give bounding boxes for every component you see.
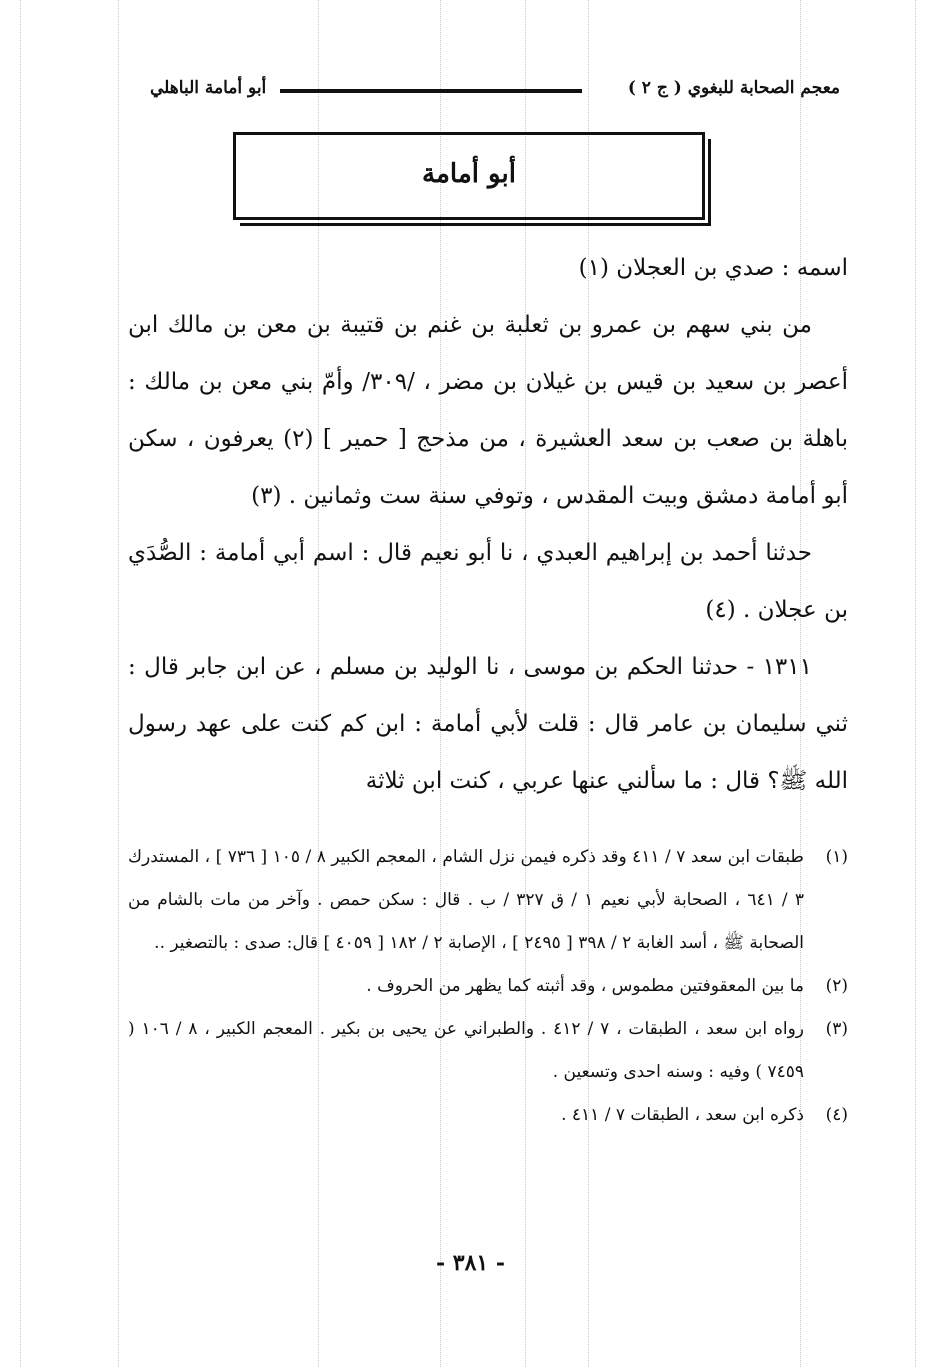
- footnote: [128, 965, 848, 1008]
- footnote-text: ذكره ابن سعد ، الطبقات ٧ / ٤١١ .: [561, 1105, 804, 1125]
- header-section-title: أبو أمامة الباهلي: [150, 78, 267, 98]
- footnote-text: رواه ابن سعد ، الطبقات ، ٧ / ٤١٢ . والطبراني عن يحيى بن بكير . المعجم الكبير ، ٨ / ١٠٦ ( ٧٤٥٩ ) وفيه : وسنه احدى وتسعين .: [128, 1019, 804, 1082]
- header-rule: [280, 89, 582, 93]
- footnote-number: (٢): [825, 976, 848, 996]
- scan-dotted-line: [915, 0, 916, 1367]
- section-title: أبو أمامة: [422, 159, 516, 189]
- paragraph-name: اسمه : صدي بن العجلان (١): [578, 255, 848, 281]
- footnote-number: (٣): [825, 1019, 848, 1039]
- paragraph-narration: حدثنا أحمد بن إبراهيم العبدي ، نا أبو نعيم قال : اسم أبي أمامة : الصُّدَي بن عجلان . (٤): [128, 540, 848, 623]
- main-text: [128, 240, 848, 810]
- running-header: [120, 78, 840, 104]
- scan-dotted-line: [118, 0, 119, 1367]
- footnote-text: ما بين المعقوفتين مطموس ، وقد أثبته كما يظهر من الحروف .: [366, 976, 804, 996]
- paragraph-lineage: من بني سهم بن عمرو بن ثعلبة بن غنم بن قتيبة بن معن بن مالك ابن أعصر بن سعيد بن قيس بن غيلان بن مضر ، /٣٠٩/ وأمّ بني معن بن مالك : باهلة بن صعب بن سعد العشيرة ، من مذحج [ حمير ] (٢) يعرفون ، سكن أبو أمامة دمشق وبيت المقدس ، وتوفي سنة ست وثمانين . (٣): [128, 312, 849, 509]
- header-book-title: معجم الصحابة للبغوي ( ج ٢ ): [627, 78, 840, 98]
- footnote: [128, 1008, 848, 1094]
- scan-dotted-line: [20, 0, 21, 1367]
- footnote-number: (٤): [825, 1105, 848, 1125]
- footnote-text: طبقات ابن سعد ٧ / ٤١١ وقد ذكره فيمن نزل الشام ، المعجم الكبير ٨ / ١٠٥ [ ٧٣٦ ] ، المستدرك ٣ / ٦٤١ ، الصحابة لأبي نعيم ١ / ق ٣٢٧ / ب . قال : سكن حمص . وآخر من مات بالشام من الصحابة ﷺ ، أسد الغابة ٢ / ٣٩٨ [ ٢٤٩٥ ] ، الإصابة ٢ / ١٨٢ [ ٤٠٥٩ ] قال: صدى : بالتصغير ..: [128, 847, 804, 953]
- page-number: - ٣٨١ -: [435, 1250, 506, 1276]
- footnote: [128, 1094, 848, 1137]
- paragraph-hadith-1311: ١٣١١ - حدثنا الحكم بن موسى ، نا الوليد بن مسلم ، عن ابن جابر قال : ثني سليمان بن عامر قال : قلت لأبي أمامة : ابن كم كنت على عهد رسول الله ﷺ؟ قال : ما سألني عنها عربي ، كنت ابن ثلاثة: [128, 654, 848, 794]
- footnotes: [128, 836, 848, 1137]
- footnote: [128, 836, 848, 965]
- section-title-box: [233, 132, 705, 220]
- footnote-number: (١): [825, 847, 848, 867]
